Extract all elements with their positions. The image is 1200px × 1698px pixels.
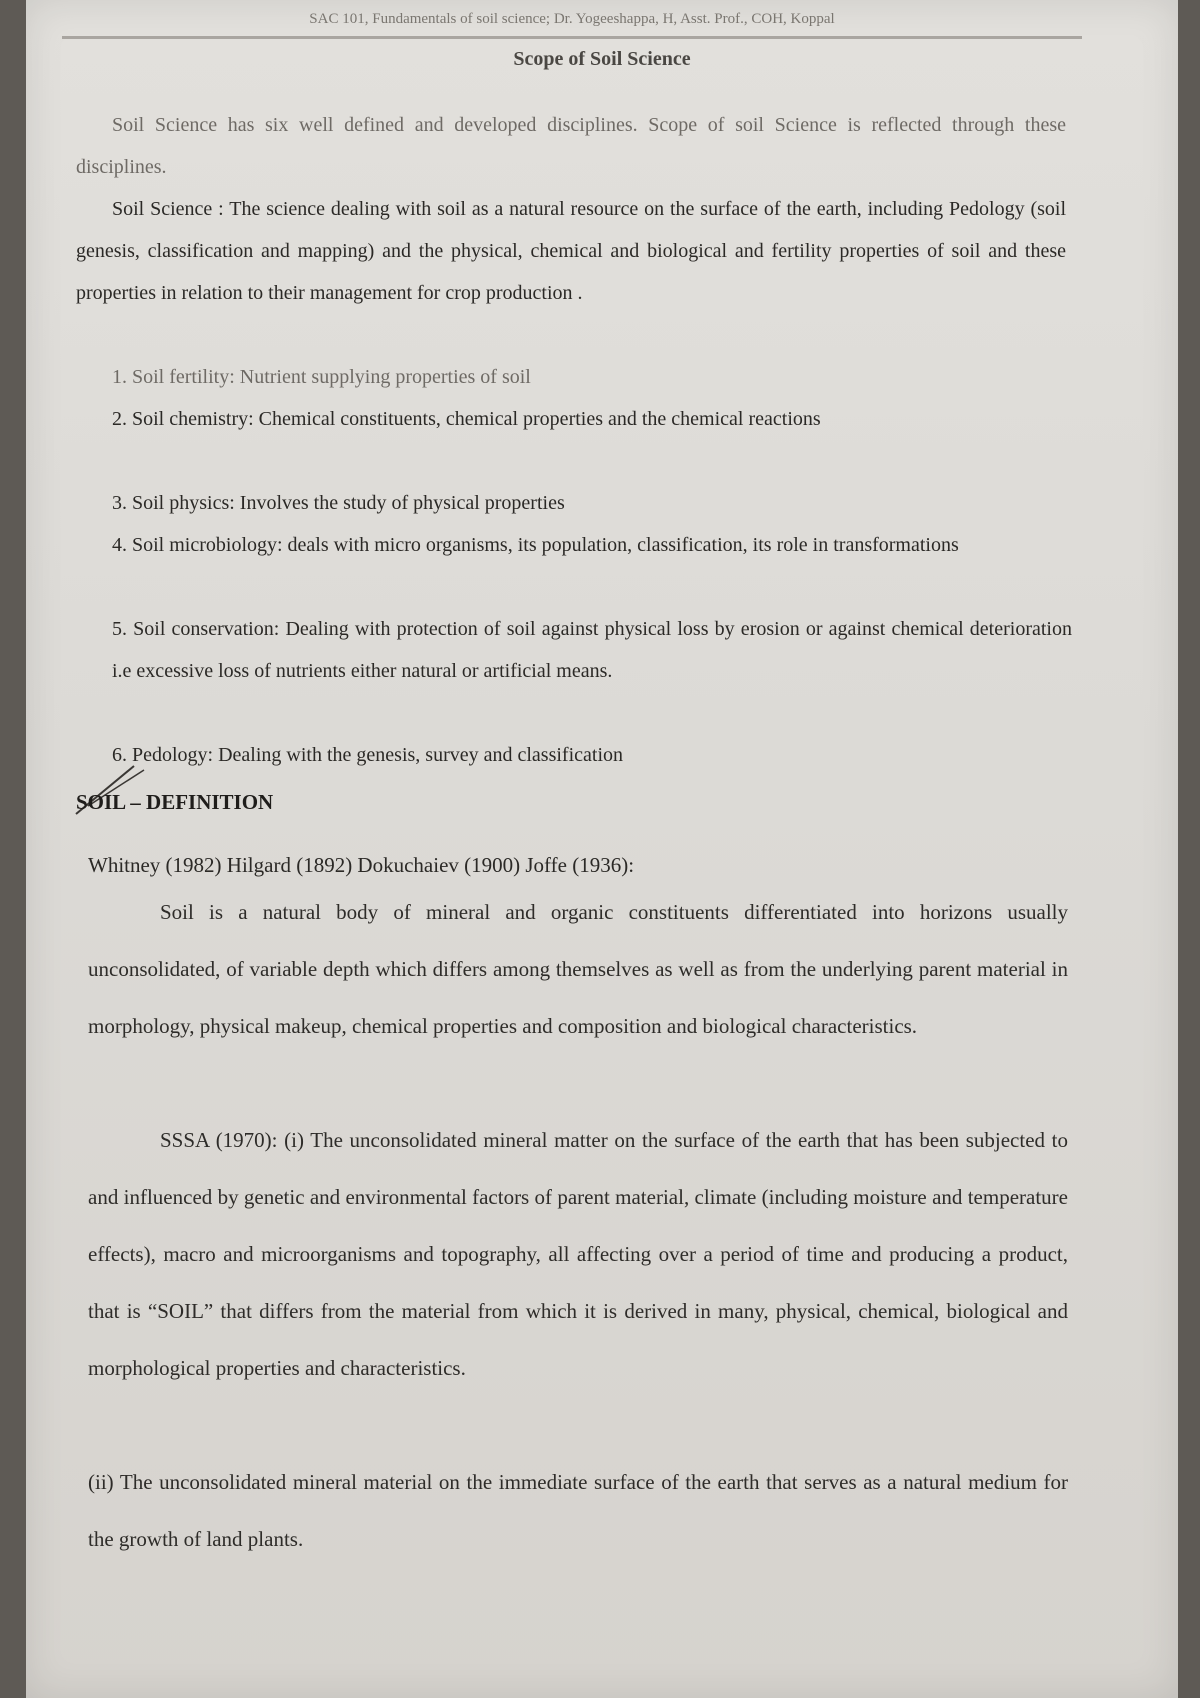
discipline-item: 5. Soil conservation: Dealing with protection of soil against physical loss by erosion or against chemical deterioration i.e excessive loss of nutrients either natural or artificial means. — [112, 618, 1072, 682]
running-header — [62, 8, 1082, 39]
soil-science-scope-paragraph: Soil Science : The science dealing with soil as a natural resource on the surface of the earth, including Pedology (soil genesis, classification and mapping) and the physical, chemical and biological and fertility properties of soil and these properties in relation to their management for crop production . — [76, 198, 1066, 304]
course-line: SAC 101, Fundamentals of soil science; Dr. Yogeeshappa, H, Asst. Prof., COH, Koppal — [309, 11, 835, 27]
page-title: Scope of Soil Science — [513, 48, 691, 70]
section-heading: SOIL – DEFINITION — [76, 790, 274, 814]
authors-line: Whitney (1982) Hilgard (1892) Dokuchaiev (1900) Joffe (1936): — [88, 853, 635, 877]
definition-paragraph: Soil is a natural body of mineral and organic constituents differentiated into horizons usually unconsolidated, of variable depth which differs among themselves as well as from the underlying parent material in morphology, physical makeup, chemical properties and composition and biological characteristics. — [88, 900, 1068, 1038]
discipline-item: 4. Soil microbiology: deals with micro organisms, its population, classification, its role in transformations — [112, 534, 959, 556]
discipline-item: 6. Pedology: Dealing with the genesis, survey and classification — [112, 744, 624, 766]
discipline-item: 3. Soil physics: Involves the study of physical properties — [112, 492, 565, 514]
document-page — [26, 0, 1178, 1698]
discipline-item: 2. Soil chemistry: Chemical constituents, chemical properties and the chemical reactions — [112, 408, 821, 430]
intro-paragraph: Soil Science has six well defined and developed disciplines. Scope of soil Science is reflected through these disciplines. — [76, 114, 1066, 178]
sssa-definition-ii-paragraph: (ii) The unconsolidated mineral material on the immediate surface of the earth that serves as a natural medium for the growth of land plants. — [88, 1470, 1068, 1551]
discipline-item: 1. Soil fertility: Nutrient supplying properties of soil — [112, 366, 531, 388]
sssa-definition-paragraph: SSSA (1970): (i) The unconsolidated mineral matter on the surface of the earth that has been subjected to and influenced by genetic and environmental factors of parent material, climate (including moisture and temperature effects), macro and microorganisms and topography, all affecting over a period of time and producing a product, that is “SOIL” that differs from the material from which it is derived in many, physical, chemical, biological and morphological properties and characteristics. — [88, 1128, 1068, 1380]
